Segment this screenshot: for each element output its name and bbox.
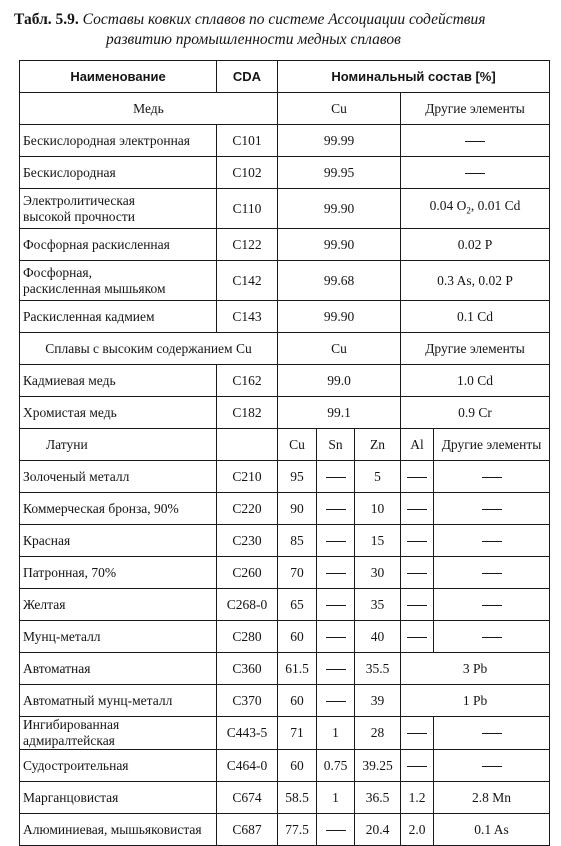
al-value [401,493,434,525]
other-elements: 1.0 Cd [401,365,550,397]
other-elements-part: 0.04 O [429,198,467,214]
dash-mark [326,637,346,638]
col-label-al: Al [401,429,434,461]
other-elements: 1 Pb [401,685,550,717]
al-value: 2.0 [401,814,434,846]
table-row [20,157,550,189]
cda-code: C182 [217,397,278,429]
sn-value [317,653,355,685]
cda-code: C210 [217,461,278,493]
al-value [401,589,434,621]
table-row [20,557,550,589]
al-value [401,621,434,653]
alloy-name-line2: раскисленная мышьяком [23,280,166,296]
table-row [20,621,550,653]
alloy-name-line2: высокой прочности [23,208,136,224]
cda-code: C162 [217,365,278,397]
col-label-zn: Zn [355,429,401,461]
cda-code: C142 [217,261,278,301]
header-row [20,61,550,93]
table-row [20,301,550,333]
section-cda-blank [217,429,278,461]
other-elements [434,493,550,525]
table-row [20,125,550,157]
sn-value [317,493,355,525]
table-row [20,365,550,397]
zn-value: 28 [355,717,401,750]
dash-mark [465,141,485,142]
sn-value [317,621,355,653]
table-row [20,229,550,261]
other-elements [401,125,550,157]
alloy-name [20,189,217,229]
alloy-name: Патронная, 70% [20,557,217,589]
cu-value: 99.90 [278,229,401,261]
cu-value: 85 [278,525,317,557]
alloy-name: Красная [20,525,217,557]
table-title-line2: развитию промышленности медных сплавов [106,31,401,48]
section-label: Медь [20,93,278,125]
alloy-name: Коммерческая бронза, 90% [20,493,217,525]
other-elements: 0.1 As [434,814,550,846]
dash-mark [482,605,502,606]
dash-mark [326,605,346,606]
section-header-row [20,429,550,461]
dash-mark [326,830,346,831]
cu-value: 60 [278,750,317,782]
zn-value: 35.5 [355,653,401,685]
dash-mark [326,573,346,574]
other-elements: 0.02 P [401,229,550,261]
sn-value [317,814,355,846]
dash-mark [407,637,427,638]
col-label-other: Другие элементы [401,333,550,365]
cda-code: C260 [217,557,278,589]
cu-value: 70 [278,557,317,589]
cda-code: C102 [217,157,278,189]
table-row [20,685,550,717]
al-value: 1.2 [401,782,434,814]
dash-mark [482,573,502,574]
dash-mark [465,173,485,174]
sn-value [317,589,355,621]
alloy-name: Судостроительная [20,750,217,782]
dash-mark [326,541,346,542]
table-row [20,525,550,557]
alloy-name: Бескислородная электронная [20,125,217,157]
sn-value [317,685,355,717]
table-row [20,653,550,685]
cu-value: 99.68 [278,261,401,301]
dash-mark [326,701,346,702]
dash-mark [482,477,502,478]
col-label-sn: Sn [317,429,355,461]
zn-value: 39 [355,685,401,717]
table-row [20,717,550,750]
other-elements [434,750,550,782]
other-elements: 0.9 Cr [401,397,550,429]
sn-value [317,557,355,589]
sn-value [317,461,355,493]
cda-code: C268-0 [217,589,278,621]
alloy-name-line1: Фосфорная, [23,264,92,280]
other-elements: 0.1 Cd [401,301,550,333]
cu-value: 99.1 [278,397,401,429]
table-row [20,261,550,301]
cu-value: 99.0 [278,365,401,397]
cu-value: 61.5 [278,653,317,685]
dash-mark [407,766,427,767]
dash-mark [407,605,427,606]
section-header-row [20,93,550,125]
alloy-name: Бескислородная [20,157,217,189]
other-elements [434,589,550,621]
table-row [20,782,550,814]
cda-code: C101 [217,125,278,157]
cda-code: C143 [217,301,278,333]
section-label: Латуни [20,429,217,461]
sn-value: 1 [317,782,355,814]
dash-mark [482,766,502,767]
zn-value: 36.5 [355,782,401,814]
table-number: Табл. 5.9. [14,11,79,28]
al-value [401,717,434,750]
cda-code: C280 [217,621,278,653]
other-elements [434,717,550,750]
cu-value: 99.90 [278,189,401,229]
cu-value: 71 [278,717,317,750]
zn-value: 39.25 [355,750,401,782]
dash-mark [407,573,427,574]
alloy-composition-table [19,60,550,846]
alloy-name: Желтая [20,589,217,621]
zn-value: 15 [355,525,401,557]
alloy-name: Автоматный мунц-металл [20,685,217,717]
alloy-name: Фосфорная раскисленная [20,229,217,261]
al-value [401,525,434,557]
section-header-row [20,333,550,365]
sn-value: 0.75 [317,750,355,782]
alloy-name: Ингибированная адмиралтейская [20,717,217,750]
other-elements [401,189,550,229]
dash-mark [326,477,346,478]
other-elements [434,461,550,493]
other-elements: 2.8 Mn [434,782,550,814]
dash-mark [482,733,502,734]
alloy-name: Марганцовистая [20,782,217,814]
table-row [20,461,550,493]
sn-value [317,525,355,557]
header-name: Наименование [20,61,217,93]
zn-value: 30 [355,557,401,589]
col-label-other: Другие элементы [401,93,550,125]
alloy-name: Алюминиевая, мышьяковистая [20,814,217,846]
table-row [20,397,550,429]
table-row [20,750,550,782]
cu-value: 90 [278,493,317,525]
dash-mark [482,509,502,510]
cu-value: 95 [278,461,317,493]
dash-mark [482,637,502,638]
other-elements [434,621,550,653]
al-value [401,557,434,589]
other-elements: 0.3 As, 0.02 P [401,261,550,301]
cu-value: 77.5 [278,814,317,846]
dash-mark [326,509,346,510]
dash-mark [326,669,346,670]
alloy-name: Кадмиевая медь [20,365,217,397]
cu-value: 58.5 [278,782,317,814]
table-title-line1: Составы ковких сплавов по системе Ассоциации содействия [82,11,486,28]
table-row [20,814,550,846]
alloy-name: Мунц-металл [20,621,217,653]
dash-mark [407,509,427,510]
header-cda: CDA [217,61,278,93]
other-elements [401,157,550,189]
section-label: Сплавы с высоким содержанием Cu [20,333,278,365]
zn-value: 5 [355,461,401,493]
alloy-name-line1: Электролитическая [23,192,135,208]
cda-code: C360 [217,653,278,685]
cda-code: C443-5 [217,717,278,750]
alloy-name [20,261,217,301]
zn-value: 40 [355,621,401,653]
alloy-name: Золоченый металл [20,461,217,493]
al-value [401,461,434,493]
cda-code: C370 [217,685,278,717]
col-label-cu: Cu [278,333,401,365]
cu-value: 60 [278,621,317,653]
col-label-cu: Cu [278,429,317,461]
cu-value: 99.99 [278,125,401,157]
other-elements-subscript: 2 [466,205,471,216]
cu-value: 65 [278,589,317,621]
other-elements: 3 Pb [401,653,550,685]
zn-value: 20.4 [355,814,401,846]
dash-mark [482,541,502,542]
alloy-name: Хромистая медь [20,397,217,429]
table-row [20,189,550,229]
table-body [20,93,550,846]
cu-value: 60 [278,685,317,717]
cu-value: 99.90 [278,301,401,333]
other-elements [434,557,550,589]
cda-code: C674 [217,782,278,814]
cda-code: C687 [217,814,278,846]
dash-mark [407,541,427,542]
other-elements-part: , 0.01 Cd [470,198,521,214]
cu-value: 99.95 [278,157,401,189]
header-composition: Номинальный состав [%] [278,61,550,93]
dash-mark [407,733,427,734]
alloy-name: Автоматная [20,653,217,685]
cda-code: C220 [217,493,278,525]
table-caption [14,10,554,50]
table-row [20,589,550,621]
sn-value: 1 [317,717,355,750]
alloy-name: Раскисленная кадмием [20,301,217,333]
cda-code: C122 [217,229,278,261]
table-row [20,493,550,525]
zn-value: 10 [355,493,401,525]
dash-mark [407,477,427,478]
zn-value: 35 [355,589,401,621]
cda-code: C110 [217,189,278,229]
other-elements [434,525,550,557]
cda-code: C230 [217,525,278,557]
col-label-cu: Cu [278,93,401,125]
cda-code: C464-0 [217,750,278,782]
al-value [401,750,434,782]
col-label-other: Другие элементы [434,429,550,461]
